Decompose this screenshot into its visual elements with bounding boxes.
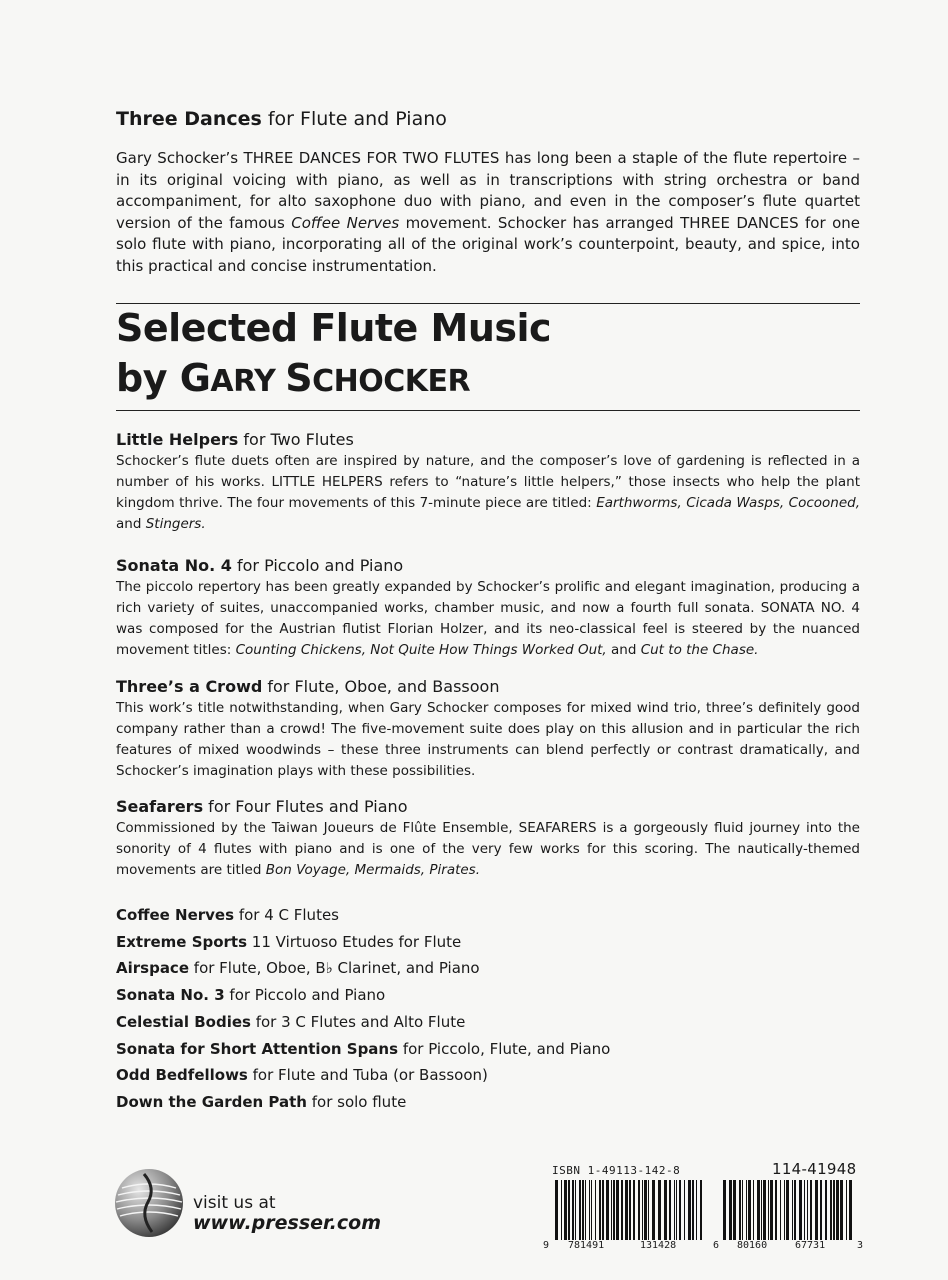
list-item-title: Sonata for Short Attention Spans xyxy=(116,1039,399,1058)
entry-title-rest: for Two Flutes xyxy=(238,430,354,449)
barcode-digits: 80160 xyxy=(737,1240,768,1251)
entry-title-rest: for Piccolo and Piano xyxy=(231,556,404,575)
barcode-digits: 131428 xyxy=(640,1240,677,1251)
list-item xyxy=(116,902,860,929)
entry-body-text: and xyxy=(116,516,146,532)
barcode-digits: 781491 xyxy=(568,1240,605,1251)
entry-title-bold: Three’s a Crowd xyxy=(116,677,263,696)
divider-bottom xyxy=(116,410,860,411)
intro-title xyxy=(116,108,447,130)
entry-title xyxy=(116,676,860,697)
visit-label: visit us at xyxy=(193,1193,276,1213)
website-link[interactable]: www.presser.com xyxy=(193,1212,382,1234)
entry-body-text: The piccolo repertory has been greatly expanded by Schocker’s prolific and elegant imagination, producing a rich variety of suites, unaccompanied works, chamber music, and now a fourth full sonata. SONATA NO. 4 was composed for the Austrian flutist Florian Holzer, and its neo-classical feel is steered by the nuanced movement titles: xyxy=(116,579,860,658)
upc-barcode xyxy=(722,1180,854,1240)
list-item xyxy=(116,1009,860,1036)
list-item-detail: for 4 C Flutes xyxy=(234,906,339,924)
entry-body-text: and xyxy=(606,642,641,658)
list-item-detail: for Flute and Tuba (or Bassoon) xyxy=(247,1066,488,1085)
entry-title xyxy=(116,429,860,450)
intro-title-bold: Three Dances xyxy=(116,108,262,130)
entry-title-bold: Little Helpers xyxy=(116,430,239,449)
list-item-title: Celestial Bodies xyxy=(116,1012,251,1031)
entry-body-italic: Counting Chickens, Not Quite How Things Worked Out, xyxy=(235,642,607,658)
isbn-text: ISBN 1-49113-142-8 xyxy=(552,1164,681,1177)
list-item-detail: 11 Virtuoso Etudes for Flute xyxy=(247,932,462,951)
entry-threes-a-crowd xyxy=(116,676,860,782)
list-item-title: Sonata No. 3 xyxy=(116,986,225,1005)
entry-title-bold: Seafarers xyxy=(116,797,204,816)
intro-text-2: movement. Schocker has arranged THREE DANCES for one solo flute with piano, incorporating all of the original work’s counterpoint, beauty, and spice, into this practical and concise instrumentation. xyxy=(116,213,860,275)
heading-s: S xyxy=(285,356,313,400)
entry-body xyxy=(116,577,860,661)
intro-title-rest: for Flute and Piano xyxy=(261,108,447,130)
barcode-digit: 6 xyxy=(713,1240,720,1251)
entry-title xyxy=(116,555,860,576)
list-item xyxy=(116,929,860,956)
heading-chocker: CHOCKER xyxy=(312,364,471,399)
entry-body-italic: Bon Voyage, Mermaids, Pirates. xyxy=(265,862,481,878)
barcode-digits: 67731 xyxy=(795,1240,826,1251)
entry-body-text: Schocker’s flute duets often are inspired by nature, and the composer’s love of gardening is reflected in a number of his works. LITTLE HELPERS refers to “nature’s little helpers,” those insects who help the plant kingdom thrive. The four movements of this 7-minute piece are titled: xyxy=(116,453,860,511)
list-item-title: Coffee Nerves xyxy=(116,906,235,924)
list-item xyxy=(116,955,860,982)
isbn-barcode xyxy=(554,1180,706,1240)
barcode-digit: 9 xyxy=(543,1240,550,1251)
list-item xyxy=(116,1036,860,1063)
list-item xyxy=(116,1062,860,1089)
entry-body-italic: Cut to the Chase. xyxy=(640,642,759,658)
entry-body xyxy=(116,818,860,881)
entry-body xyxy=(116,698,860,782)
entry-body-italic: Earthworms, Cicada Wasps, Cocooned, xyxy=(596,495,860,511)
list-item-detail: for Flute, Oboe, B♭ Clarinet, and Piano xyxy=(189,959,480,978)
entry-little-helpers xyxy=(116,429,860,535)
intro-text-italic: Coffee Nerves xyxy=(291,213,400,232)
list-item-detail: for Piccolo and Piano xyxy=(224,986,386,1005)
list-item-title: Airspace xyxy=(116,959,190,978)
works-list xyxy=(116,902,860,1116)
list-item-detail: for solo flute xyxy=(306,1092,407,1111)
entry-sonata-4 xyxy=(116,555,860,661)
list-item-detail: for 3 C Flutes and Alto Flute xyxy=(250,1012,466,1031)
entry-body-italic: Stingers. xyxy=(145,516,206,532)
heading-ary: ARY xyxy=(210,364,286,399)
list-item-detail: for Piccolo, Flute, and Piano xyxy=(398,1039,611,1058)
intro-text-1: Gary Schocker’s THREE DANCES FOR TWO FLUTES has long been a staple of the flute repertoire – in its original voicing with piano, as well as in transcriptions with string orchestra or band accompaniment, for alto saxophone duo with piano, and even in the composer’s flute quartet version of the famous xyxy=(116,149,860,232)
list-item xyxy=(116,1089,860,1116)
heading-g: G xyxy=(179,356,211,400)
list-item-title: Down the Garden Path xyxy=(116,1092,307,1111)
entry-title-rest: for Flute, Oboe, and Bassoon xyxy=(262,677,500,696)
barcode-digit: 3 xyxy=(857,1240,864,1251)
catalog-number: 114-41948 xyxy=(772,1160,857,1178)
heading-line-2 xyxy=(116,353,551,407)
list-item-title: Extreme Sports xyxy=(116,932,248,951)
heading-by: by xyxy=(116,356,180,400)
entry-body-text: This work’s title notwithstanding, when Gary Schocker composes for mixed wind trio, three’s definitely good company rather than a crowd! The five-movement suite does play on this allusion and in particular the rich features of mixed woodwinds – these three instruments can blend perfectly or contrast dramatically, and Schocker’s imagination plays with these possibilities. xyxy=(116,700,860,779)
entry-seafarers xyxy=(116,796,860,881)
intro-paragraph xyxy=(116,148,860,277)
entry-title-bold: Sonata No. 4 xyxy=(116,556,232,575)
page-heading xyxy=(116,303,551,407)
entry-body xyxy=(116,451,860,535)
presser-logo-icon xyxy=(114,1168,184,1238)
list-item-title: Odd Bedfellows xyxy=(116,1066,248,1085)
entry-title xyxy=(116,796,860,817)
list-item xyxy=(116,982,860,1009)
heading-line-1: Selected Flute Music xyxy=(116,306,552,350)
entry-body-text: Commissioned by the Taiwan Joueurs de Flûte Ensemble, SEAFARERS is a gorgeously fluid journey into the sonority of 4 flutes with piano and is one of the very few works for this scoring. The nautically-themed movements are titled xyxy=(116,820,860,878)
entry-title-rest: for Four Flutes and Piano xyxy=(203,797,408,816)
